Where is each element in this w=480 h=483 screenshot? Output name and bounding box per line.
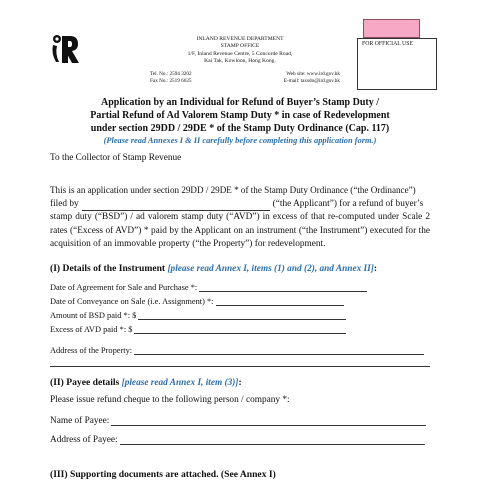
avd-amount-field: Excess of AVD paid *: $ — [50, 324, 346, 334]
email: E-mail: taxsdo@ird.gov.hk — [283, 78, 340, 84]
conveyance-date-input[interactable] — [216, 296, 344, 306]
property-address-line-2[interactable] — [50, 366, 430, 367]
property-address-input[interactable] — [134, 345, 424, 355]
official-use-label: FOR OFFICIAL USE — [362, 41, 413, 47]
section-3-heading: (III) Supporting documents are attached. (See Annex I) — [50, 469, 276, 480]
fax-number: Fax No.: 2519 6625 — [150, 78, 192, 84]
section-2-hint: [please read Annex I, item (3)] — [121, 378, 239, 388]
property-address-field: Address of the Property: — [50, 345, 424, 355]
address-line-1: 1/F, Inland Revenue Centre, 5 Concorde Road, — [187, 50, 293, 57]
salutation: To the Collector of Stamp Revenue — [50, 153, 182, 163]
avd-amount-input[interactable] — [134, 324, 346, 334]
bsd-amount-input[interactable] — [138, 310, 346, 320]
contact-block — [150, 71, 340, 85]
official-stamp-box — [363, 19, 420, 38]
payee-name-input[interactable] — [111, 416, 426, 426]
form-title — [40, 97, 440, 148]
title-line-1: Application by an Individual for Refund of Buyer’s Stamp Duty / — [100, 97, 379, 108]
payee-instruction: Please issue refund cheque to the following person / company *: — [50, 395, 290, 405]
department-address — [160, 36, 320, 66]
conveyance-date-field: Date of Conveyance on Sale (i.e. Assignment) *: — [50, 296, 344, 306]
payee-name-field: Name of Payee: — [50, 416, 426, 426]
section-1-heading: (I) Details of the Instrument [please read Annex I, items (1) and (2), and Annex II]: — [50, 263, 378, 274]
tel-number: Tel. No.: 2594 3202 — [150, 71, 192, 77]
intro-line-1: This is an application under section 29DD / 29DE * of the Stamp Duty Ordinance (“the Ordinance”) — [50, 185, 416, 195]
address-line-2: Kai Tak, Kowloon, Hong Kong. — [204, 58, 276, 65]
ird-logo-icon — [50, 33, 80, 65]
title-line-2: Partial Refund of Ad Valorem Stamp Duty * in case of Redevelopment — [90, 109, 390, 121]
payee-address-field: Address of Payee: — [50, 435, 425, 445]
applicant-tail: (“the Applicant”) for a refund of buyer’s — [272, 198, 424, 209]
filed-by-label: filed by — [50, 198, 79, 209]
bsd-amount-field: Amount of BSD paid *: $ — [50, 310, 346, 320]
intro-paragraph — [50, 184, 430, 252]
official-use-box — [357, 38, 437, 90]
office-name: STAMP OFFICE — [220, 43, 260, 50]
dept-name: INLAND REVENUE DEPARTMENT — [196, 36, 284, 42]
intro-rest: stamp duty (“BSD”) / ad valorem stamp duty (“AVD”) in excess of that re-computed under Scale 2 rates (“Excess of AVD”) * paid by the Applicant on an instrument (“the Instrument”) executed for the acquisition of an immovable property (“the Property”) for redevelopment. — [50, 212, 430, 250]
website: Web site: www.ird.gov.hk — [286, 71, 340, 77]
section-1-hint: [please read Annex I, items (1) and (2), and Annex II] — [167, 264, 374, 274]
title-line-3: under section 29DD / 29DE * of the Stamp Duty Ordinance (Cap. 117) — [90, 122, 390, 134]
applicant-name-input[interactable] — [82, 200, 270, 211]
agreement-date-input[interactable] — [199, 282, 367, 292]
payee-address-input[interactable] — [120, 435, 425, 445]
section-2-heading: (II) Payee details [please read Annex I, item (3)]: — [50, 377, 242, 388]
title-note: (Please read Annexes I & II carefully before completing this application form.) — [103, 136, 377, 146]
agreement-date-field: Date of Agreement for Sale and Purchase *: — [50, 282, 367, 292]
